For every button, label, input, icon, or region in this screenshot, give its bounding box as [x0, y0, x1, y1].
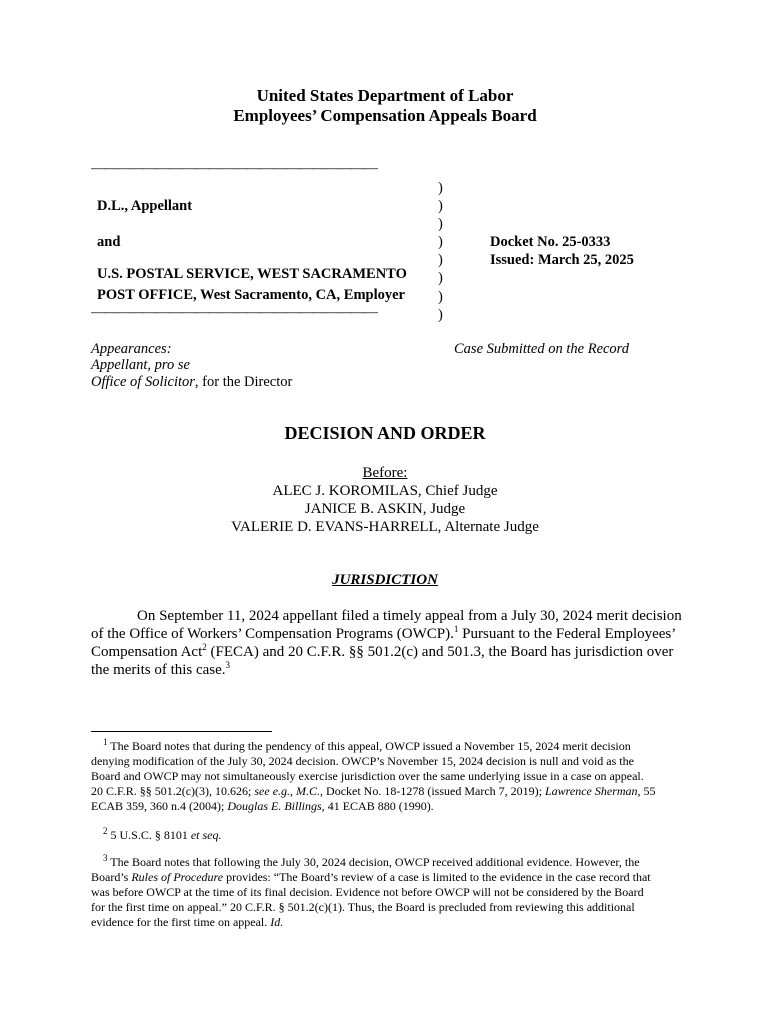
- jurisdiction-line-3: Compensation Act$^2$ (FECA) and 20 C.F.R. §§ 501.2(c) and 501.3, the Board has jurisdiction over: [91, 642, 674, 660]
- caption-paren: ): [438, 289, 443, 305]
- respondent-line-2: POST OFFICE, West Sacramento, CA, Employer: [97, 287, 405, 303]
- jurisdiction-line-2: of the Office of Workers’ Compensation Programs (OWCP).$^1$ Pursuant to the Federal Employees’: [91, 624, 677, 642]
- caption-bottom-rule: ——————————————————————: [91, 305, 377, 320]
- footnote-ref-3[interactable]: 3: [225, 660, 231, 670]
- issued-date: Issued: March 25, 2025: [490, 252, 634, 268]
- caption-paren: ): [438, 198, 443, 214]
- solicitor-office: Office of Solicitor: [91, 374, 195, 390]
- footnote-ref-2[interactable]: 2: [202, 642, 207, 652]
- footnote-1: $^1$ The Board notes that during the pendency of this appeal, OWCP issued a November 15, 2024 merit decision denying modification of the July 30, 2024 decision. OWCP’s November 15, 2024 decision is null and void as the Board and OWCP may not simultaneously exercise jurisdiction over the same underlying issue in a case on appeal. 20 C.F.R. §§ 501.2(c)(3), 10.626; see e.g., M.C., Docket No. 18-1278 (issued March 7, 2019); Lawrence Sherman, 55 ECAB 359, 360 n.4 (2004); Douglas E. Billings, 41 ECAB 880 (1990).: [91, 737, 656, 813]
- board-title: Employees’ Compensation Appeals Board: [233, 106, 537, 125]
- judge-askin: JANICE B. ASKIN, Judge: [304, 501, 466, 517]
- footnote-ref-1[interactable]: 1: [453, 624, 459, 634]
- caption-paren: ): [438, 252, 443, 268]
- appearances-label: Appearances:: [91, 341, 172, 357]
- footnote-2-number: 2: [103, 826, 108, 836]
- decision-title: DECISION AND ORDER: [284, 423, 486, 443]
- caption-top-rule: ——————————————————————: [91, 161, 377, 176]
- footnote-3: $^3$ The Board notes that following the July 30, 2024 decision, OWCP received additional evidence. However, the Board’s Rules of Procedure provides: “The Board’s review of a case is limited to the evidence in the case record that was before OWCP at the time of its final decision. Evidence not before OWCP will not be considered by the Board for the first time on appeal.” 20 C.F.R. § 501.2(c)(1). Thus, the Board is precluded from reviewing this additional evidence for the first time on appeal. Id.: [91, 853, 651, 929]
- appellant-representation: Appellant, pro se: [91, 357, 190, 373]
- jurisdiction-paragraph: [91, 607, 691, 679]
- caption-paren: ): [438, 234, 443, 250]
- caption-and: and: [97, 234, 121, 250]
- caption-paren: ): [438, 216, 443, 232]
- jurisdiction-heading: JURISDICTION: [332, 572, 438, 588]
- caption-paren: ): [438, 180, 443, 196]
- appellant-name: D.L., Appellant: [97, 198, 193, 214]
- case-submitted: Case Submitted on the Record: [454, 341, 630, 357]
- jurisdiction-line-4: the merits of this case.$^3$: [91, 660, 231, 678]
- footnote-separator: [91, 731, 272, 732]
- before-label: Before:: [362, 465, 408, 481]
- footnote-2: $^2$ 5 U.S.C. § 8101 et seq.: [103, 826, 222, 842]
- solicitor-role: , for the Director: [194, 374, 293, 390]
- jurisdiction-line-1: On September 11, 2024 appellant filed a timely appeal from a July 30, 2024 merit decision: [137, 608, 682, 624]
- footnote-3-number: 3: [103, 853, 108, 863]
- agency-title: United States Department of Labor: [256, 86, 514, 105]
- caption-paren: ): [438, 307, 443, 323]
- judge-evans-harrell: VALERIE D. EVANS-HARRELL, Alternate Judge: [231, 519, 539, 535]
- respondent-line-1: U.S. POSTAL SERVICE, WEST SACRAMENTO: [97, 266, 407, 282]
- solicitor-line: [91, 374, 292, 391]
- footnote-1-number: 1: [103, 737, 108, 747]
- caption-paren: ): [438, 270, 443, 286]
- judge-chief: ALEC J. KOROMILAS, Chief Judge: [272, 483, 498, 499]
- docket-number: Docket No. 25-0333: [490, 234, 611, 250]
